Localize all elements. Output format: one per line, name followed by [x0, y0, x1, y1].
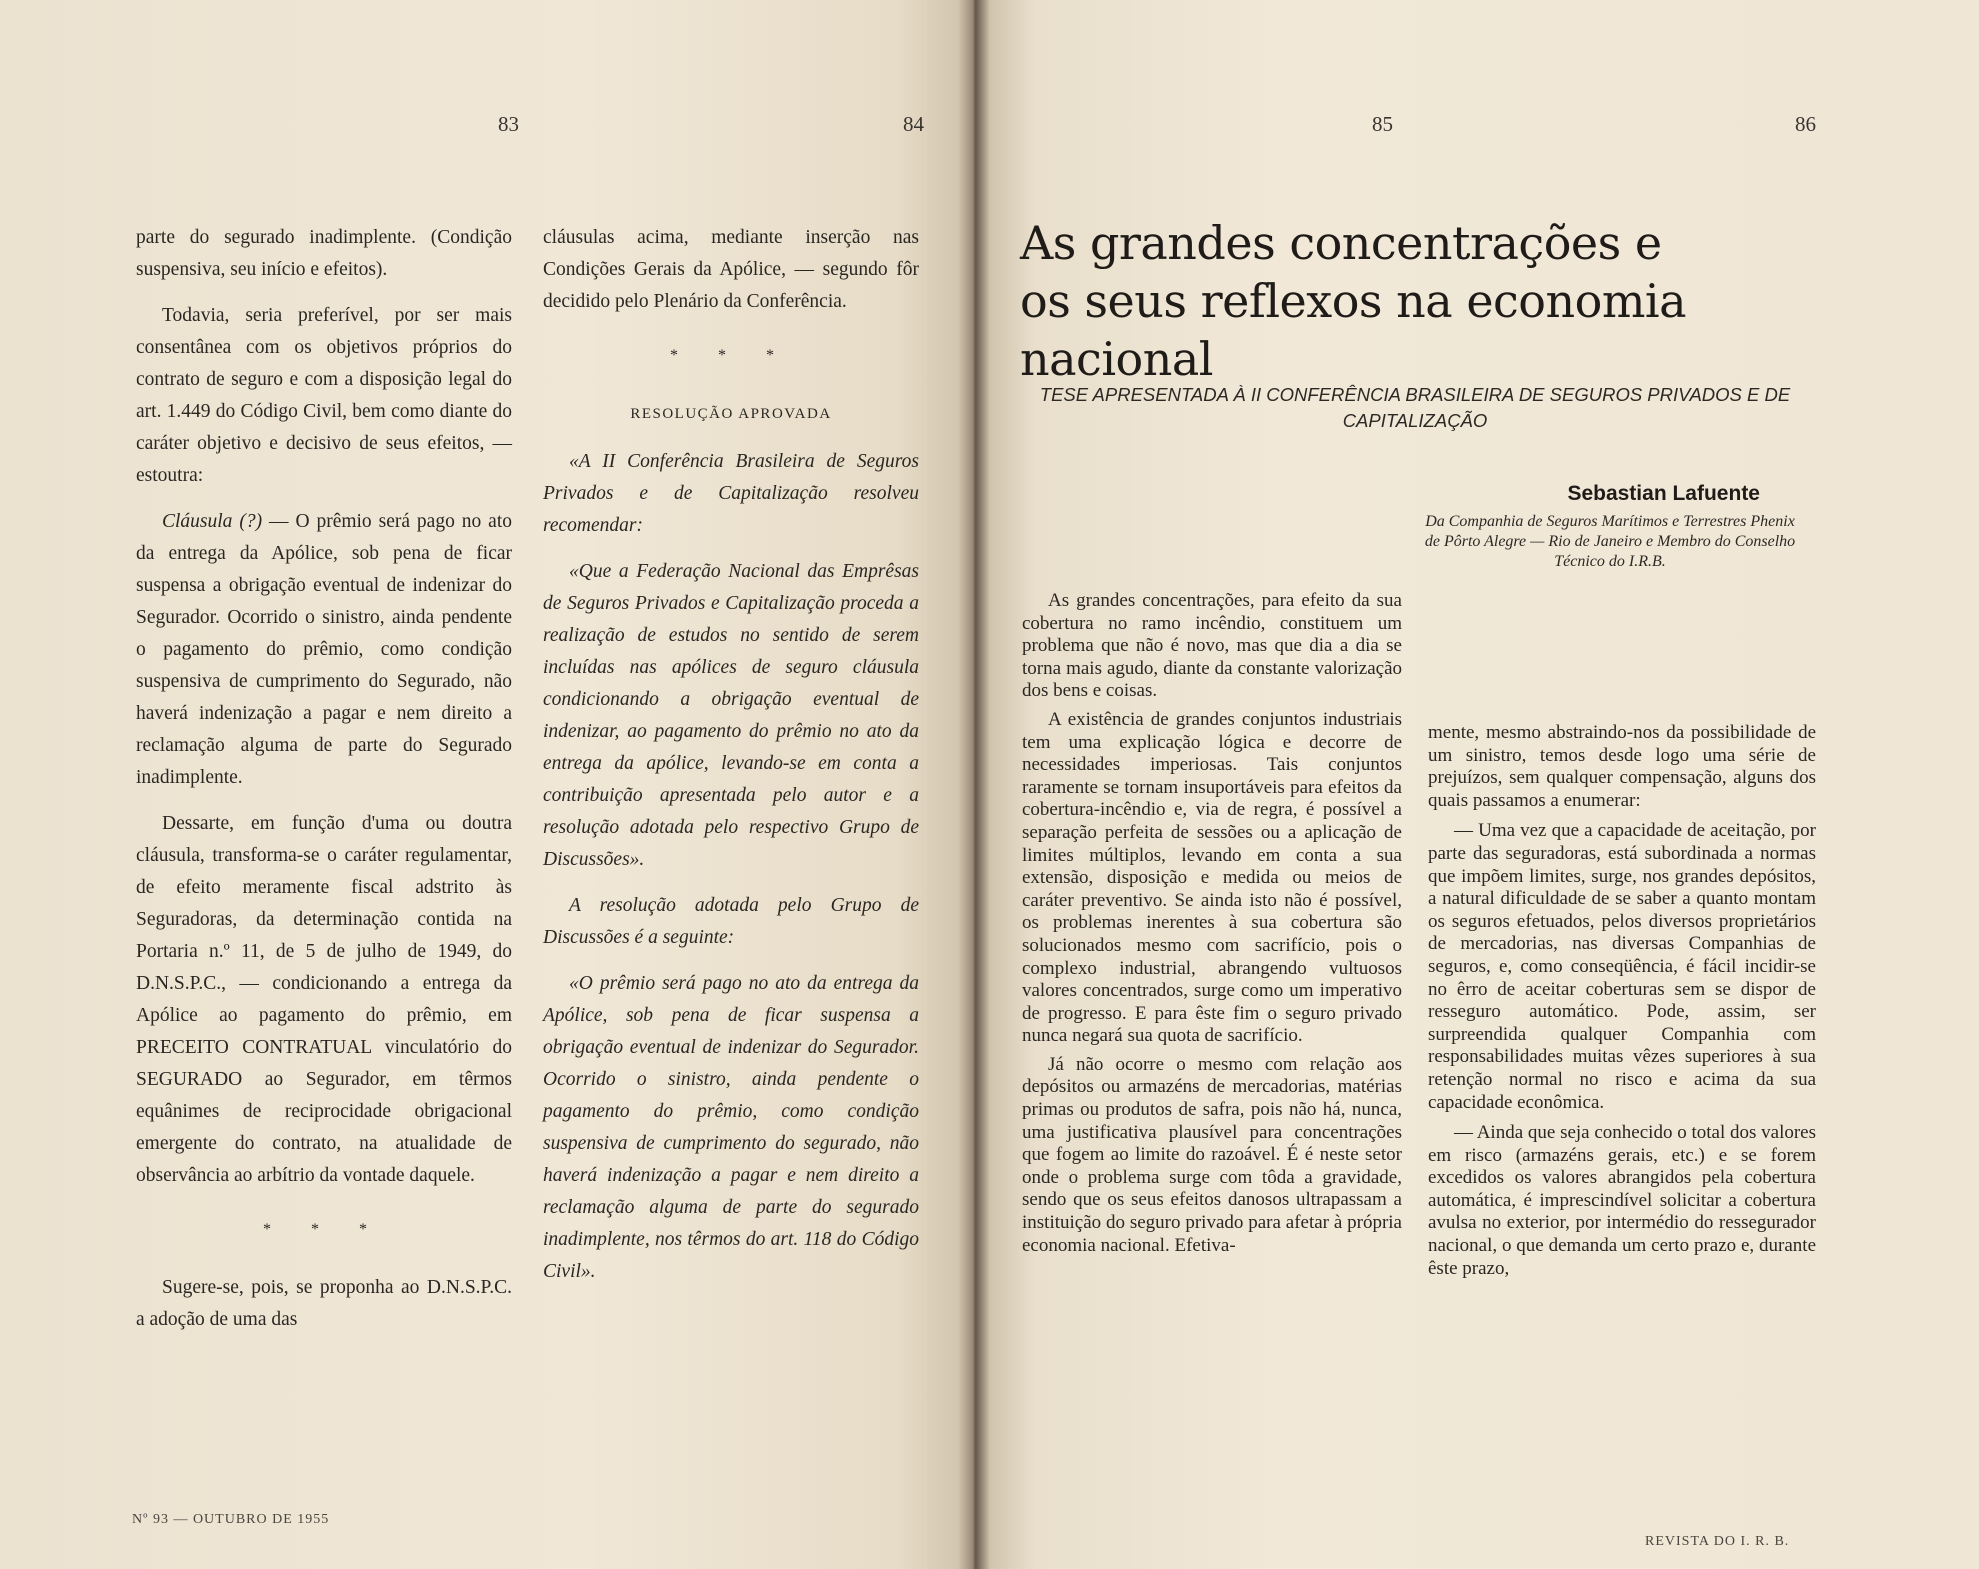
page-number-83: 83 — [498, 112, 519, 136]
col2-separator: * * * — [670, 347, 792, 364]
article-author: Sebastian Lafuente — [1567, 482, 1760, 505]
column-4 — [1428, 722, 1816, 1280]
col1-separator: * * * — [263, 1221, 385, 1238]
book-gutter — [958, 0, 990, 1569]
col4-para-2: — Uma vez que a capacidade de aceitação, por parte das seguradoras, está subordinada a normas que impõem limites, surge, nos grandes depósitos, a natural dificuldade de se saber a quanto montam os seguros efetuados, pelos diversos proprietários de mercadorias, nas diversas Companhias de seguros, e, como conseqüência, é fácil incidir-se no êrro de aceitar coberturas sem se dispor de resseguro automático. Pode, assim, ser surpreendida qualquer Companhia com responsabilidades muitas vêzes superiores à sua retenção normal no risco e acima da sua capacidade econômica. — [1428, 820, 1816, 1113]
column-3 — [1022, 590, 1402, 1257]
col2-para-1: cláusulas acima, mediante inserção nas Condições Gerais da Apólice, — segundo fôr decidido pelo Plenário da Conferência. — [543, 227, 919, 312]
col1-clause — [136, 506, 512, 794]
author-affiliation: Da Companhia de Seguros Marítimos e Terrestres Phenix de Pôrto Alegre — Rio de Janeiro e Membro do Conselho Técnico do I.R.B. — [1424, 513, 1796, 570]
col1-para-3: Dessarte, em função d'uma ou doutra cláusula, transforma-se o caráter regulamentar, de efeito meramente fiscal adstrito às Seguradoras, da determinação contida na Portaria n.º 11, de 5 de julho de 1949, do D.N.S.P.C., — condicionando a entrega da Apólice ao pagamento do prêmio, em PRECEITO CONTRATUAL vinculatório do SEGURADO ao Segurador, em têrmos equânimes de reciprocidade obrigacional emergente do contrato, na atualidade de observância ao arbítrio da vontade daquele. — [136, 813, 512, 1186]
clause-label: Cláusula (?) — [162, 511, 263, 532]
article-subtitle: TESE APRESENTADA À II CONFERÊNCIA BRASILEIRA DE SEGUROS PRIVADOS E DE CAPITALIZAÇÃO — [1039, 384, 1791, 431]
col1-para-2: Todavia, seria preferível, por ser mais consentânea com os objetivos próprios do contrato de seguro e com a disposição legal do art. 1.449 do Código Civil, bem como diante do caráter objetivo e decisivo de seus efeitos, — estoutra: — [136, 305, 512, 486]
resolution-heading: RESOLUÇÃO APROVADA — [630, 406, 832, 422]
page-number-85: 85 — [1372, 112, 1393, 136]
footer-journal: REVISTA DO I. R. B. — [1645, 1534, 1790, 1549]
col3-para-3: Já não ocorre o mesmo com relação aos depósitos ou armazéns de mercadorias, matérias primas ou produtos de safra, pois não há, nunca, uma justificativa plausível para concentrações que fogem ao limite do razoável. É é neste setor onde o problema surge com tôda a gravidade, sendo que os seus efeitos danosos ultrapassam a instituição do seguro privado para afetar à própria economia nacional. Efetiva- — [1022, 1053, 1402, 1256]
left-page — [0, 0, 975, 1569]
article-title: As grandes concentrações e os seus reflexos na economia nacional — [1020, 216, 1687, 386]
col3-para-1: As grandes concentrações, para efeito da sua cobertura no ramo incêndio, constituem um problema que não é novo, mas que dia a dia se torna mais agudo, diante da constante valorização dos bens e coisas. — [1022, 590, 1402, 702]
column-1 — [136, 222, 512, 1350]
col2-quote-2: «Que a Federação Nacional das Emprêsas de Seguros Privados e Capitalização proceda a realização de estudos no sentido de serem incluídas nas apólices de seguro cláusula condicionando a obrigação eventual de indenizar, ao pagamento do prêmio no ato da entrega da apólice, levando-se em conta a contribuição apresentada pelo autor e a resolução adotada pelo respectivo Grupo de Discussões». — [543, 561, 919, 870]
footer-issue: Nº 93 — OUTUBRO DE 1955 — [132, 1512, 330, 1527]
page-number-86: 86 — [1795, 112, 1816, 136]
col2-quote-4: «O prêmio será pago no ato da entrega da Apólice, sob pena de ficar suspensa a obrigação eventual de indenizar do Segurador. Ocorrido o sinistro, ainda pendente o pagamento do prêmio, como condição suspensiva de cumprimento do segurado, não haverá indenização a pagar e nem direito a reclamação alguma de parte do segurado inadimplente, nos têrmos do art. 118 do Código Civil». — [543, 973, 919, 1282]
col3-para-2: A existência de grandes conjuntos industriais tem uma explicação lógica e decorre de necessidades imperiosas. Tais conjuntos raramente se tornam insuportáveis para efeitos da cobertura-incêndio e, via de regra, é possível a separação perfeita de sessões ou a aplicação de limites múltiplos, levando em conta a sua extensão, disposição e medida ou meios de caráter preventivo. Se ainda isto não é possível, os problemas inerentes à sua cobertura são solucionados mesmo com sacrifício, pois o complexo industrial, abrangendo vultuosos valores concentrados, surge como um imperativo de progresso. E para êste fim o seguro privado nunca negará sua quota de sacrifício. — [1022, 708, 1402, 1047]
col1-para-1: parte do segurado inadimplente. (Condição suspensiva, seu início e efeitos). — [136, 227, 512, 280]
column-2 — [543, 222, 919, 1302]
col4-para-3: — Ainda que seja conhecido o total dos valores em risco (armazéns gerais, etc.) e se forem excedidos os valores abrangidos pela cobertura automática, é imprescindível solicitar a cobertura avulsa no exterior, por intermédio do ressegurador nacional, o que demanda um certo prazo e, durante êste prazo, — [1428, 1122, 1816, 1279]
page-number-84: 84 — [903, 112, 924, 136]
col1-para-4: Sugere-se, pois, se proponha ao D.N.S.P.C. a adoção de uma das — [136, 1277, 512, 1330]
col2-quote-1: «A II Conferência Brasileira de Seguros Privados e de Capitalização resolveu recomendar: — [543, 451, 919, 536]
col4-para-1: mente, mesmo abstraindo-nos da possibilidade de um sinistro, temos desde logo uma série de prejuízos, sem qualquer compensação, alguns dos quais passamos a enumerar: — [1428, 722, 1816, 811]
clause-text: — O prêmio será pago no ato da entrega da Apólice, sob pena de ficar suspensa a obrigação eventual de indenizar do Segurador. Ocorrido o sinistro, ainda pendente o pagamento do prêmio, como condição suspensiva de cumprimento do Segurado, não haverá indenização a pagar e nem direito a reclamação alguma de parte do Segurado inadimplente. — [136, 511, 512, 788]
col2-quote-3: A resolução adotada pelo Grupo de Discussões é a seguinte: — [543, 895, 919, 948]
